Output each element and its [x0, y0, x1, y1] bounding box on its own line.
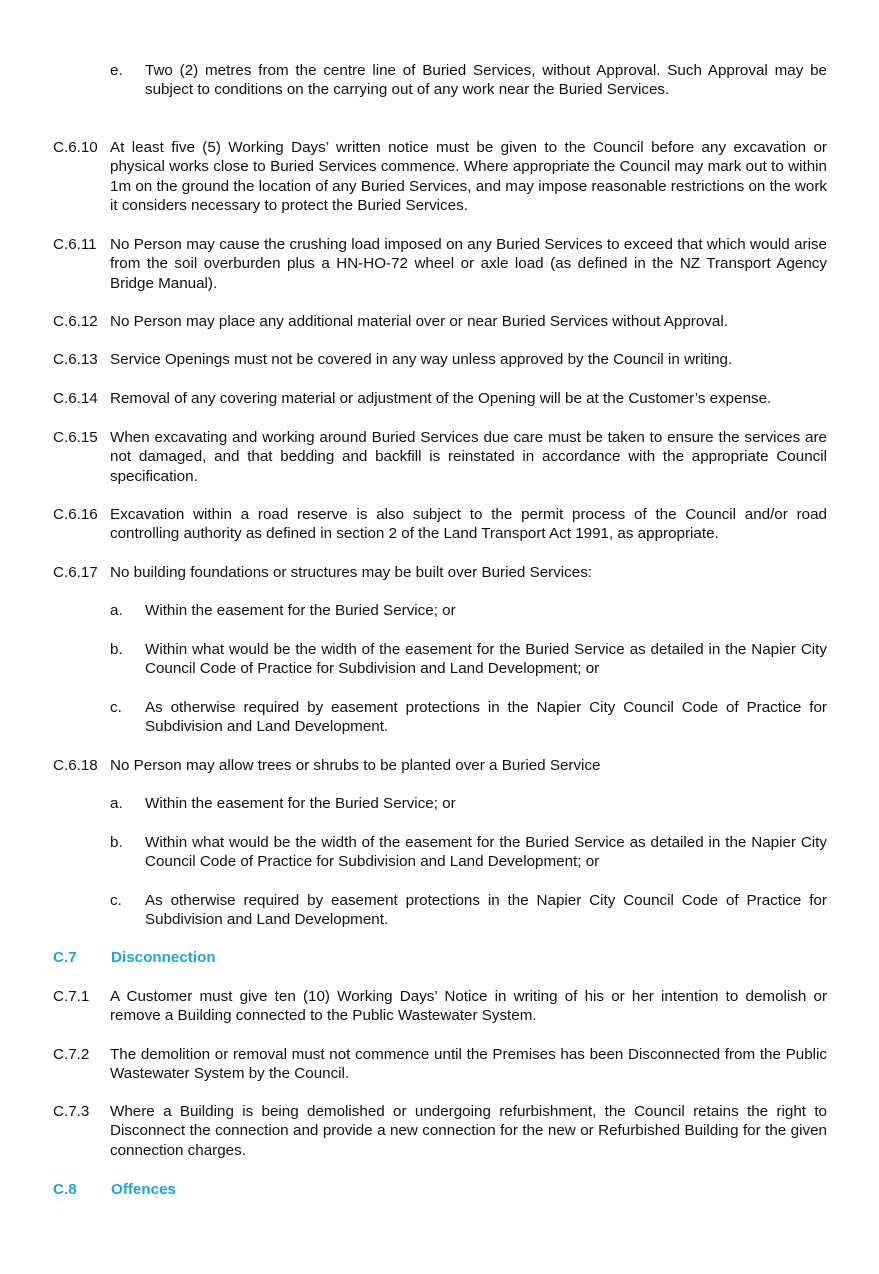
- section-number: C.7: [53, 949, 77, 966]
- section-title: Offences: [111, 1181, 176, 1198]
- list-item-text: Within the easement for the Buried Service; or: [145, 795, 456, 812]
- clause-text: Service Openings must not be covered in any way unless approved by the Council in writing.: [110, 351, 733, 368]
- clause-text: No Person may allow trees or shrubs to be planted over a Buried Service: [110, 757, 601, 774]
- list-item-label: a.: [110, 795, 123, 812]
- clause-number: C.6.11: [53, 236, 97, 253]
- clause-text: At least five (5) Working Days’ written notice must be given to the Council before any excavation or physical works close to Buried Services commence. Where appropriate the Council may mark out to within 1m on the ground the location of any Buried Services, and may impose reasonable restrictions on the work it considers necessary to protect the Buried Services.: [110, 139, 827, 215]
- list-item-text: Within what would be the width of the easement for the Buried Service as detailed in the Napier City Council Code of Practice for Subdivision and Land Development; or: [145, 641, 827, 678]
- section-number: C.8: [53, 1181, 77, 1198]
- clause-number: C.6.15: [53, 429, 98, 446]
- list-item-label: c.: [110, 892, 122, 909]
- clause-number: C.6.14: [53, 390, 98, 407]
- clause-text: No Person may place any additional material over or near Buried Services without Approval.: [110, 313, 728, 330]
- list-item-label: b.: [110, 834, 123, 851]
- clause-number: C.6.16: [53, 506, 98, 523]
- list-item-label: b.: [110, 641, 123, 658]
- clause-text: Excavation within a road reserve is also subject to the permit process of the Council and/or road controlling authority as defined in section 2 of the Land Transport Act 1991, as appropriate.: [110, 506, 827, 543]
- clause-number: C.7.3: [53, 1103, 90, 1120]
- list-item-text: Within what would be the width of the easement for the Buried Service as detailed in the Napier City Council Code of Practice for Subdivision and Land Development; or: [145, 834, 827, 871]
- list-item-label: e.: [110, 62, 123, 79]
- clause-number: C.7.2: [53, 1046, 90, 1063]
- list-item-label: c.: [110, 699, 122, 716]
- list-item-label: a.: [110, 602, 123, 619]
- clause-text: No building foundations or structures may be built over Buried Services:: [110, 564, 593, 581]
- clause-text: A Customer must give ten (10) Working Days’ Notice in writing of his or her intention to demolish or remove a Building connected to the Public Wastewater System.: [110, 988, 827, 1025]
- section-title: Disconnection: [111, 949, 216, 966]
- clause-number: C.6.10: [53, 139, 98, 156]
- clause-text: Where a Building is being demolished or undergoing refurbishment, the Council retains the right to Disconnect the connection and provide a new connection for the new or Refurbished Building for the given connection charges.: [110, 1103, 827, 1159]
- list-item-text: Two (2) metres from the centre line of Buried Services, without Approval. Such Approval may be subject to conditions on the carrying out of any work near the Buried Services.: [145, 62, 827, 99]
- list-item-text: Within the easement for the Buried Service; or: [145, 602, 456, 619]
- list-item-text: As otherwise required by easement protections in the Napier City Council Code of Practice for Subdivision and Land Development.: [145, 699, 827, 736]
- clause-text: No Person may cause the crushing load imposed on any Buried Services to exceed that which would arise from the soil overburden plus a HN-HO-72 wheel or axle load (as defined in the NZ Transport Agency Bridge Manual).: [110, 236, 827, 292]
- clause-number: C.7.1: [53, 988, 90, 1005]
- clause-number: C.6.12: [53, 313, 98, 330]
- clause-number: C.6.13: [53, 351, 98, 368]
- clause-number: C.6.18: [53, 757, 98, 774]
- clause-text: When excavating and working around Buried Services due care must be taken to ensure the services are not damaged, and that bedding and backfill is reinstated in accordance with the appropriate Council specification.: [110, 429, 827, 485]
- list-item-text: As otherwise required by easement protections in the Napier City Council Code of Practice for Subdivision and Land Development.: [145, 892, 827, 929]
- clause-text: The demolition or removal must not commence until the Premises has been Disconnected from the Public Wastewater System by the Council.: [110, 1046, 827, 1083]
- clause-text: Removal of any covering material or adjustment of the Opening will be at the Customer’s expense.: [110, 390, 772, 407]
- clause-number: C.6.17: [53, 564, 98, 581]
